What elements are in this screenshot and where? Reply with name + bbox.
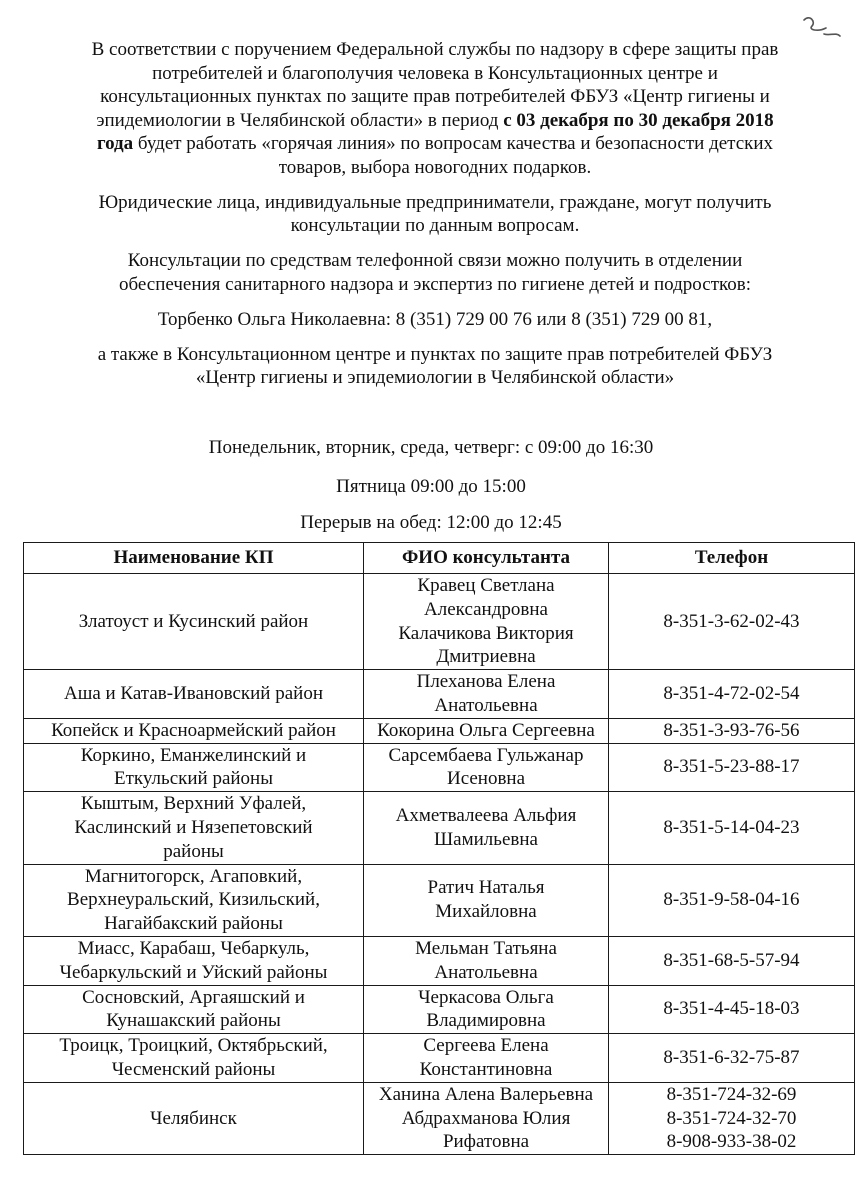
kp-cell (24, 718, 364, 743)
kp-cell (24, 574, 364, 670)
kp-cell (24, 1082, 364, 1154)
cell-line: Кравец Светлана (417, 575, 555, 596)
text-fragment: будет работать «горячая линия» по вопросам качества и безопасности детских (133, 133, 774, 154)
kp-cell (24, 864, 364, 936)
cell-line: Анатольевна (434, 694, 538, 716)
table-row (24, 1034, 855, 1083)
cell-line: 8-351-9-58-04-16 (663, 889, 800, 911)
kp-cell (24, 985, 364, 1034)
cell-line: Константиновна (419, 1058, 553, 1080)
text-line: В соответствии с поручением Федеральной службы по надзору в сфере защиты прав (91, 39, 779, 60)
consultant-cell (364, 743, 609, 792)
cell-line: 8-351-4-72-02-54 (663, 683, 800, 705)
cell-line: Челябинск (150, 1107, 237, 1129)
cell-line: 8-351-68-5-57-94 (663, 949, 800, 971)
table-row (24, 574, 855, 670)
column-header-fio: ФИО консультанта (364, 543, 609, 574)
phone-cell (609, 1034, 855, 1083)
cell-line: Черкасова Ольга (418, 986, 554, 1008)
cell-line: Аша и Катав-Ивановский район (63, 683, 323, 705)
text-line: Юридические лица, индивидуальные предприниматели, граждане, могут получить (98, 191, 772, 213)
kp-cell (24, 792, 364, 864)
audience-paragraph (40, 191, 830, 238)
cell-line: Кыштым, Верхний Уфалей, (80, 793, 307, 815)
phone-cell (609, 792, 855, 864)
cell-line: Копейск и Красноармейский район (51, 719, 336, 741)
cell-line: Златоуст и Кусинский район (78, 610, 309, 632)
cell-line: Плеханова Елена (416, 671, 556, 693)
consultant-cell (364, 670, 609, 719)
text-line: Торбенко Ольга Николаевна: 8 (351) 729 00 76 или 8 (351) 729 00 81, (157, 308, 713, 330)
table-body (24, 574, 855, 1155)
phone-cell (609, 743, 855, 792)
cell-line: Верхнеуральский, Кизильский, (67, 889, 320, 911)
cell-line: Абдрахманова Юлия (401, 1107, 571, 1129)
text-line: Консультации по средствам телефонной связи можно получить в отделении (127, 250, 743, 271)
date-range-bold: с 03 декабря по 30 декабря 2018 (503, 109, 774, 131)
consultants-table (23, 542, 855, 1155)
text-line: консультации по данным вопросам. (290, 215, 580, 236)
text-fragment: эпидемиологии в Челябинской области» в период (96, 109, 504, 131)
consultant-cell (364, 1034, 609, 1083)
cell-line: 8-351-3-93-76-56 (663, 719, 800, 741)
column-header-phone: Телефон (609, 543, 855, 574)
cell-line: Ахметвалеева Альфия (395, 805, 577, 827)
contact-person-paragraph (40, 308, 830, 332)
cell-line: 8-351-5-14-04-23 (663, 816, 800, 838)
cell-line: Ханина Алена Валерьевна (378, 1083, 594, 1105)
cell-line: Троицк, Троицкий, Октябрьский, (59, 1035, 328, 1057)
cell-line: Сосновский, Аргаяшский и (82, 986, 305, 1008)
cell-line: Магнитогорск, Агаповкий, (84, 865, 303, 887)
text-line: обеспечения санитарного надзора и экспертиз по гигиене детей и подростков: (118, 273, 752, 295)
text-line (40, 132, 830, 156)
cell-line: Еткульский районы (114, 768, 273, 790)
cell-line: Кунашакский районы (106, 1010, 281, 1032)
phone-cell (609, 985, 855, 1034)
consultant-cell (364, 985, 609, 1034)
consultant-cell (364, 936, 609, 985)
table-row (24, 743, 855, 792)
text-line: «Центр гигиены и эпидемиологии в Челябинской области» (195, 367, 675, 388)
cell-line: 8-351-3-62-02-43 (663, 610, 800, 632)
cell-line: Рифатовна (442, 1131, 530, 1153)
table-row (24, 864, 855, 936)
cell-line: 8-351-724-32-69 (666, 1083, 797, 1105)
cell-line: Нагайбакский районы (104, 913, 283, 935)
cell-line: Исеновна (446, 768, 526, 790)
cell-line: 8-351-5-23-88-17 (663, 756, 800, 778)
cell-line: 8-351-724-32-70 (666, 1107, 797, 1129)
cell-line: Сергеева Елена (423, 1035, 549, 1057)
cell-line: 8-908-933-38-02 (666, 1131, 797, 1153)
phone-cell (609, 1082, 855, 1154)
kp-cell (24, 1034, 364, 1083)
table-header-row (24, 543, 855, 574)
text-line: консультационных пунктах по защите прав потребителей ФБУЗ «Центр гигиены и (100, 86, 770, 107)
phone-cell (609, 574, 855, 670)
year-bold: года (96, 133, 134, 154)
consultant-cell (364, 792, 609, 864)
cell-line: Александровна (424, 598, 548, 620)
consultant-cell (364, 864, 609, 936)
cell-line: Дмитриевна (436, 646, 536, 668)
text-line (40, 109, 830, 133)
center-paragraph (40, 343, 830, 390)
table-row (24, 985, 855, 1034)
cell-line: Чесменский районы (111, 1058, 276, 1080)
intro-text (40, 38, 830, 401)
cell-line: Владимировна (426, 1010, 546, 1032)
schedule-weekdays: Понедельник, вторник, среда, четверг: с 09:00 до 16:30 (208, 437, 654, 458)
kp-cell (24, 670, 364, 719)
cell-line: 8-351-6-32-75-87 (663, 1047, 800, 1069)
cell-line: Калачикова Виктория (398, 622, 574, 644)
phone-cell (609, 670, 855, 719)
cell-line: Чебаркульский и Уйский районы (59, 961, 328, 983)
cell-line: Михайловна (435, 901, 537, 923)
cell-line: Анатольевна (434, 961, 538, 983)
phone-cell (609, 718, 855, 743)
cell-line: районы (163, 840, 224, 862)
table-row (24, 670, 855, 719)
phone-info-paragraph (40, 249, 830, 296)
text-line: товаров, выбора новогодних подарков. (278, 156, 592, 178)
cell-line: Коркино, Еманжелинский и (80, 744, 307, 766)
cell-line: Ратич Наталья (427, 877, 545, 899)
consultant-cell (364, 718, 609, 743)
text-line: потребителей и благополучия человека в Консультационных центре и (152, 62, 718, 84)
table-row (24, 792, 855, 864)
phone-cell (609, 864, 855, 936)
table-row (24, 936, 855, 985)
consultant-cell (364, 1082, 609, 1154)
consultant-cell (364, 574, 609, 670)
cell-line: 8-351-4-45-18-03 (663, 998, 800, 1020)
cell-line: Сарсембаева Гульжанар (388, 744, 584, 766)
cell-line: Миасс, Карабаш, Чебаркуль, (77, 937, 310, 959)
schedule-lunch: Перерыв на обед: 12:00 до 12:45 (300, 512, 562, 533)
announcement-paragraph (40, 38, 830, 179)
schedule-friday: Пятница 09:00 до 15:00 (336, 476, 526, 497)
kp-cell (24, 936, 364, 985)
table-row (24, 718, 855, 743)
phone-cell (609, 936, 855, 985)
cell-line: Каслинский и Нязепетовский (74, 816, 313, 838)
cell-line: Мельман Татьяна (415, 937, 557, 959)
cell-line: Кокорина Ольга Сергеевна (377, 719, 595, 741)
table-row (24, 1082, 855, 1154)
text-line: а также в Консультационном центре и пунктах по защите прав потребителей ФБУЗ (97, 343, 773, 365)
cell-line: Шамильевна (434, 828, 538, 850)
kp-cell (24, 743, 364, 792)
column-header-kp: Наименование КП (24, 543, 364, 574)
